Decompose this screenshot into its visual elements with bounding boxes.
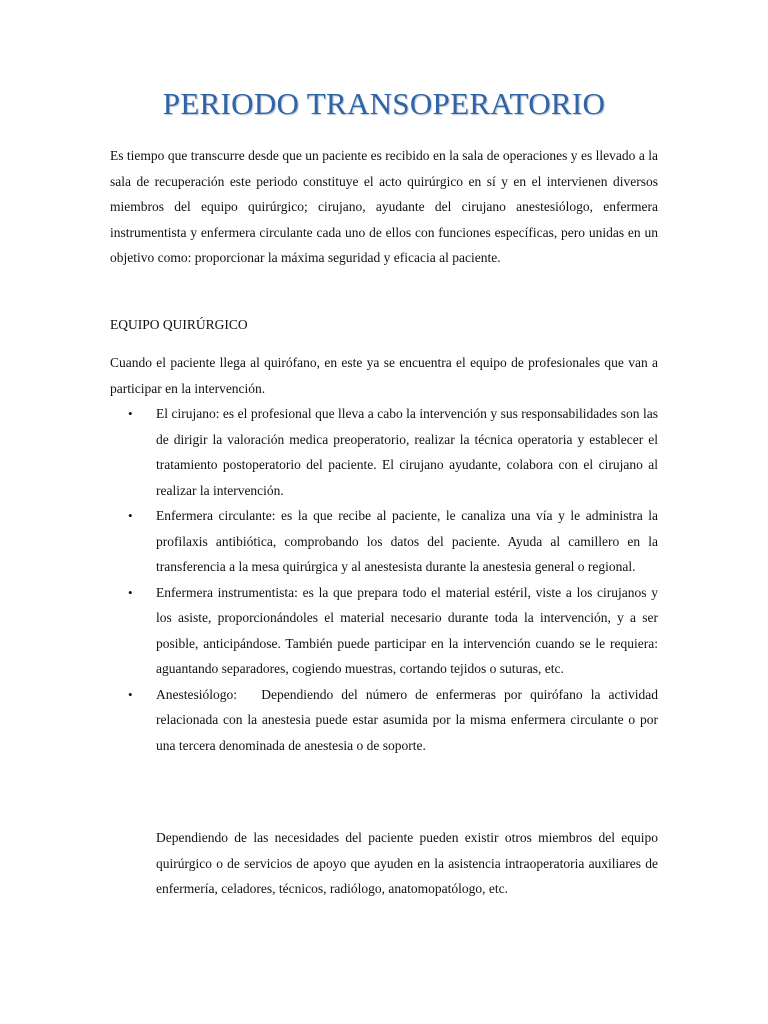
list-item-anestesiologo — [110, 682, 662, 759]
bullet-icon: • — [128, 508, 133, 523]
section-heading: EQUIPO QUIRÚRGICO — [110, 317, 248, 332]
list-item-text: Enfermera circulante: es la que recibe al paciente, le canaliza una vía y le administra la profilaxis antibiótica, comprobando los datos del paciente. Ayuda al camillero en la transferencia a la mesa quirúrgica y al anestesista durante la anestesia general o regional. — [156, 508, 658, 574]
list-item-text: Enfermera instrumentista: es la que prepara todo el material estéril, viste a los cirujanos y los asiste, proporcionándoles el material necesario durante toda la intervención, y a ser posible, anticipándose. También puede participar en la intervención cuando se le requiera: aguantando separadores, cogiendo muestras, cortando tejidos o suturas, etc. — [156, 584, 658, 676]
document-title: PERIODO TRANSOPERATORIO — [162, 86, 606, 121]
list-item-text: Anestesiólogo: Dependiendo del número de enfermeras por quirófano la actividad relacionada con la anestesia puede estar asumida por la misma enfermera circulante o por una tercera denominada de anestesia o de soporte. — [156, 686, 662, 753]
section-intro-paragraph: Cuando el paciente llega al quirófano, en este ya se encuentra el equipo de profesionales que van a participar en la intervención. — [110, 355, 658, 396]
list-item-enfermera-circulante — [110, 503, 658, 580]
closing-paragraph: Dependiendo de las necesidades del paciente pueden existir otros miembros del equipo quirúrgico o de servicios de apoyo que ayuden en la asistencia intraoperatoria auxiliares de enfermería, celadores, técnicos, radiólogo, anatomopatólogo, etc. — [156, 830, 658, 896]
team-member-list — [110, 401, 662, 758]
list-item-cirujano — [110, 401, 658, 503]
list-item-enfermera-instrumentista — [110, 580, 658, 682]
bullet-icon: • — [128, 406, 133, 421]
bullet-icon: • — [128, 686, 133, 702]
list-item-text: El cirujano: es el profesional que lleva a cabo la intervención y sus responsabilidades son las de dirigir la valoración medica preoperatorio, realizar la técnica operatoria y establecer el tratamiento postoperatorio del paciente. El cirujano ayudante, colabora con el cirujano al realizar la intervención. — [156, 406, 658, 498]
bullet-icon: • — [128, 584, 133, 600]
intro-paragraph: Es tiempo que transcurre desde que un paciente es recibido en la sala de operaciones y es llevado a la sala de recuperación este periodo constituye el acto quirúrgico en sí y en el intervienen diversos miembros del equipo quirúrgico; cirujano, ayudante del cirujano anestesiólogo, enfermera instrumentista y enfermera circulante cada uno de ellos con funciones específicas, pero unidas en un objetivo como: proporcionar la máxima seguridad y eficacia al paciente. — [110, 148, 658, 265]
